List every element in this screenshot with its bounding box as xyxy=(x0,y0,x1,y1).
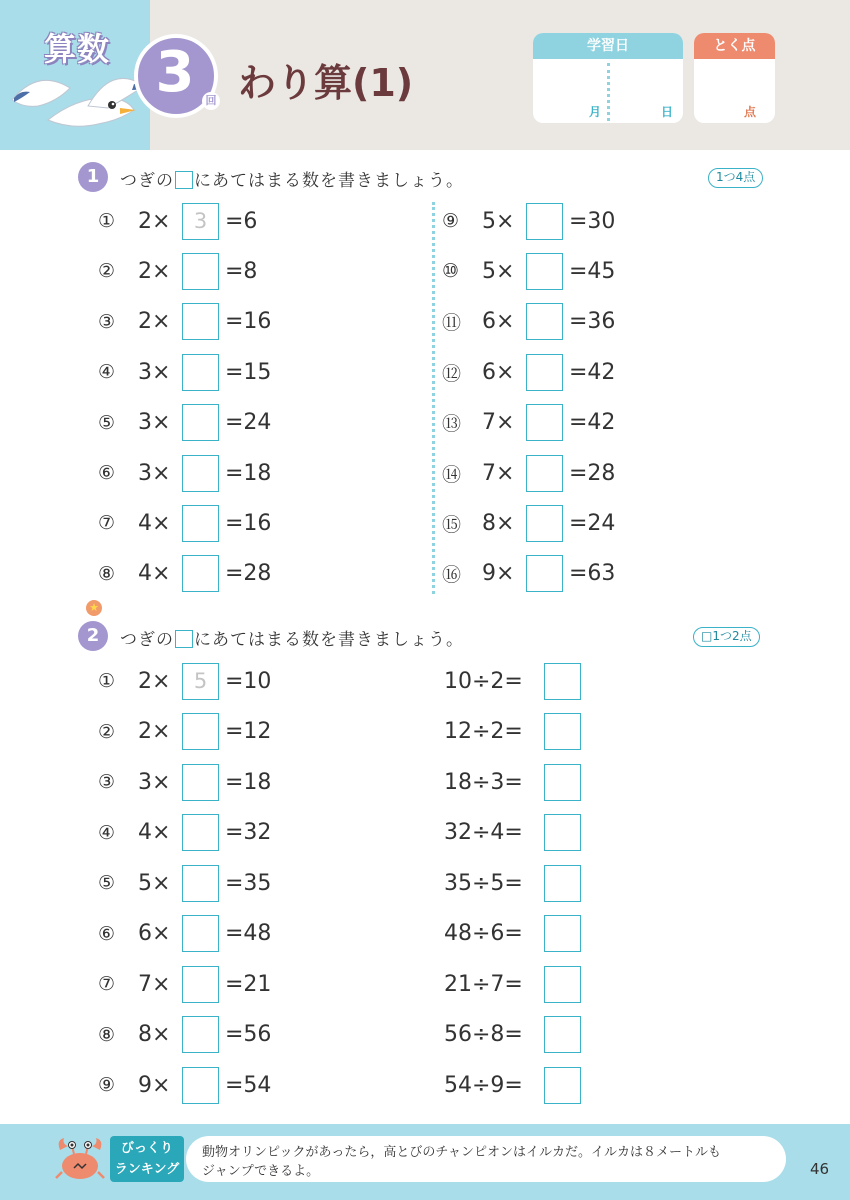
answer-box[interactable] xyxy=(182,505,219,542)
answer-box[interactable] xyxy=(182,1016,219,1053)
star-icon: ★ xyxy=(86,600,102,616)
answer-box[interactable]: 3 xyxy=(182,203,219,240)
problem-number: ⑤ xyxy=(98,411,116,434)
problem-number: ② xyxy=(98,720,116,743)
problem-row xyxy=(98,662,271,700)
division-row xyxy=(444,814,581,852)
division-row xyxy=(444,662,581,700)
answer-box[interactable] xyxy=(544,966,581,1003)
problem-row xyxy=(98,965,271,1003)
trivia-text xyxy=(186,1136,786,1182)
subject-badge-area xyxy=(0,0,150,150)
answer-box[interactable] xyxy=(526,354,563,391)
score-label: とく点 xyxy=(694,33,775,59)
problem-number: ⑨ xyxy=(442,210,460,232)
answer-box[interactable]: 5 xyxy=(182,663,219,700)
problem-rhs: =42 xyxy=(569,359,616,385)
problem-rhs: =10 xyxy=(225,668,272,694)
problem-row xyxy=(98,814,271,852)
problem-rhs: =42 xyxy=(569,410,616,436)
division-expression: 32÷4= xyxy=(444,820,523,845)
crab-icon xyxy=(54,1132,106,1186)
problem-number: ① xyxy=(98,210,116,232)
problem-lhs: 2× xyxy=(138,668,171,694)
points-unit-label: 点 xyxy=(744,105,757,119)
problem-rhs: =18 xyxy=(225,769,272,795)
problem-number: ⑯ xyxy=(442,564,462,587)
problem-row xyxy=(442,353,615,391)
problem-rhs: =56 xyxy=(225,1022,272,1047)
problem-lhs: 7× xyxy=(482,460,515,486)
column-divider xyxy=(432,202,435,594)
division-expression: 48÷6= xyxy=(444,921,523,946)
problem-lhs: 3× xyxy=(138,410,171,436)
problem-lhs: 7× xyxy=(482,410,515,436)
problem-lhs: 5× xyxy=(482,208,515,234)
division-expression: 12÷2= xyxy=(444,719,523,744)
page-title: わり算(1) xyxy=(238,61,414,105)
problem-row xyxy=(98,713,271,751)
answer-box[interactable] xyxy=(544,865,581,902)
division-expression: 10÷2= xyxy=(444,668,523,694)
problem-row xyxy=(442,252,615,290)
problem-number: ④ xyxy=(98,821,116,844)
answer-box[interactable] xyxy=(182,915,219,952)
problem-rhs: =18 xyxy=(225,460,272,486)
instruction-after: にあてはまる数を書きましょう。 xyxy=(194,630,464,650)
problem-row xyxy=(98,504,271,542)
problem-number: ③ xyxy=(98,310,116,333)
problem-lhs: 7× xyxy=(138,971,171,997)
division-row xyxy=(444,965,581,1003)
instruction-before: つぎの xyxy=(120,171,174,191)
problem-number: ⑧ xyxy=(98,562,116,585)
seagull-icon xyxy=(8,62,148,142)
problem-lhs: 9× xyxy=(138,1072,171,1098)
problem-lhs: 4× xyxy=(138,820,171,845)
answer-box[interactable] xyxy=(526,253,563,290)
problem-rhs: =63 xyxy=(569,561,616,587)
division-expression: 54÷9= xyxy=(444,1072,523,1098)
problem-number: ② xyxy=(98,260,116,283)
problem-row xyxy=(98,303,271,341)
problem-rhs: =35 xyxy=(225,870,272,896)
problem-number: ⑦ xyxy=(98,512,116,535)
box-icon xyxy=(175,630,193,648)
problem-row xyxy=(98,454,271,492)
answer-box[interactable] xyxy=(182,966,219,1003)
division-row xyxy=(444,713,581,751)
date-divider xyxy=(607,63,610,121)
problem-lhs: 2× xyxy=(138,258,171,284)
problem-rhs: =48 xyxy=(225,921,272,946)
problem-rhs: =8 xyxy=(225,258,258,284)
problem-rhs: =32 xyxy=(225,820,272,845)
problem-rhs: =54 xyxy=(225,1072,272,1098)
problem-rhs: =28 xyxy=(569,460,616,486)
problem-row xyxy=(442,303,615,341)
problem-lhs: 6× xyxy=(138,921,171,946)
answer-box[interactable] xyxy=(182,814,219,851)
division-row xyxy=(444,763,581,801)
problem-lhs: 6× xyxy=(482,359,515,385)
answer-box[interactable] xyxy=(526,455,563,492)
section-1-heading xyxy=(78,162,778,192)
problem-number: ⑫ xyxy=(442,362,462,385)
problem-number: ⑧ xyxy=(98,1023,116,1046)
section-2-instruction xyxy=(120,625,464,650)
page-header xyxy=(0,0,850,150)
answer-box[interactable] xyxy=(544,1016,581,1053)
division-row xyxy=(444,1016,581,1054)
answer-box[interactable] xyxy=(182,764,219,801)
problem-row xyxy=(98,864,271,902)
answer-box[interactable] xyxy=(544,814,581,851)
problem-number: ⑬ xyxy=(442,413,462,436)
problem-number: ④ xyxy=(98,361,116,384)
problem-number: ③ xyxy=(98,771,116,793)
trivia-label-line2: ランキング xyxy=(114,1162,180,1177)
problem-row xyxy=(98,915,271,953)
problem-row xyxy=(442,555,615,593)
problem-row xyxy=(98,1066,271,1104)
answer-box[interactable] xyxy=(544,663,581,700)
division-row xyxy=(444,864,581,902)
division-expression: 21÷7= xyxy=(444,971,523,997)
study-date-label: 学習日 xyxy=(533,33,683,59)
problem-rhs: =16 xyxy=(225,309,272,335)
box-icon xyxy=(175,171,193,189)
trivia-line1: 動物オリンピックがあったら，高とびのチャンピオンはイルカだ。イルカは８メートルも xyxy=(202,1145,721,1160)
answer-box[interactable] xyxy=(526,303,563,340)
problem-rhs: =28 xyxy=(225,561,272,587)
problem-rhs: =45 xyxy=(569,258,616,284)
trivia-line2: ジャンプできるよ。 xyxy=(202,1164,320,1179)
problem-row xyxy=(98,404,271,442)
problem-row xyxy=(442,404,615,442)
section-2-number: 2 xyxy=(78,621,108,651)
problem-number: ⑭ xyxy=(442,463,462,486)
answer-box[interactable] xyxy=(544,1067,581,1104)
section-1-points: 1つ4点 xyxy=(708,168,763,188)
problem-lhs: 4× xyxy=(138,510,171,536)
problem-rhs: =21 xyxy=(225,971,272,997)
problem-rhs: =36 xyxy=(569,309,616,335)
problem-rhs: =16 xyxy=(225,510,272,536)
answer-box[interactable] xyxy=(182,404,219,441)
instruction-before: つぎの xyxy=(120,630,174,650)
problem-row xyxy=(442,202,615,240)
lesson-kai-label: 回 xyxy=(202,92,220,110)
problem-lhs: 2× xyxy=(138,309,171,335)
trivia-label-line1: びっくり xyxy=(120,1141,173,1156)
problem-lhs: 3× xyxy=(138,460,171,486)
problem-row xyxy=(98,555,271,593)
problem-rhs: =12 xyxy=(225,719,272,744)
section-2-points: □1つ2点 xyxy=(693,627,760,647)
division-row xyxy=(444,915,581,953)
lesson-number-badge xyxy=(134,34,218,118)
problem-lhs: 8× xyxy=(482,510,515,536)
problem-row xyxy=(442,504,615,542)
study-date-box[interactable] xyxy=(533,33,683,123)
problem-row xyxy=(98,252,257,290)
page-number: 46 xyxy=(810,1160,830,1178)
problem-row xyxy=(98,1016,271,1054)
answer-box[interactable] xyxy=(526,203,563,240)
section-1-instruction xyxy=(120,166,464,191)
trivia-label xyxy=(110,1136,184,1182)
answer-box[interactable] xyxy=(182,713,219,750)
problem-number: ⑨ xyxy=(98,1074,116,1096)
problem-number: ⑦ xyxy=(98,973,116,995)
answer-box[interactable] xyxy=(544,713,581,750)
problem-lhs: 4× xyxy=(138,561,171,587)
answer-box[interactable] xyxy=(182,555,219,592)
problem-row xyxy=(98,202,257,240)
problem-rhs: =30 xyxy=(569,208,616,234)
division-row xyxy=(444,1066,581,1104)
problem-number: ⑥ xyxy=(98,462,116,484)
problem-lhs: 3× xyxy=(138,769,171,795)
problem-rhs: =24 xyxy=(569,510,616,536)
subject-label: 算数 xyxy=(44,30,111,68)
answer-box[interactable] xyxy=(544,915,581,952)
problem-lhs: 5× xyxy=(482,258,515,284)
answer-box[interactable] xyxy=(182,253,219,290)
division-expression: 35÷5= xyxy=(444,870,523,896)
answer-box[interactable] xyxy=(526,505,563,542)
answer-box[interactable] xyxy=(182,865,219,902)
problem-row xyxy=(442,454,615,492)
answer-box[interactable] xyxy=(544,764,581,801)
problem-lhs: 9× xyxy=(482,561,515,587)
answer-box[interactable] xyxy=(182,303,219,340)
answer-box[interactable] xyxy=(182,354,219,391)
division-expression: 18÷3= xyxy=(444,769,523,795)
answer-box[interactable] xyxy=(526,404,563,441)
problem-number: ① xyxy=(98,670,116,692)
trivia-footer xyxy=(0,1124,850,1200)
problem-number: ⑮ xyxy=(442,513,462,536)
answer-box[interactable] xyxy=(182,1067,219,1104)
problem-number: ⑥ xyxy=(98,922,116,945)
score-box[interactable] xyxy=(694,33,775,123)
division-expression: 56÷8= xyxy=(444,1022,523,1047)
problem-number: ⑤ xyxy=(98,872,116,894)
lesson-number: 3 xyxy=(155,40,195,105)
problem-rhs: =24 xyxy=(225,410,272,436)
instruction-after: にあてはまる数を書きましょう。 xyxy=(194,171,464,191)
answer-box[interactable] xyxy=(526,555,563,592)
problem-lhs: 3× xyxy=(138,359,171,385)
problem-row xyxy=(98,353,271,391)
problem-lhs: 6× xyxy=(482,309,515,335)
problem-lhs: 8× xyxy=(138,1022,171,1047)
problem-lhs: 2× xyxy=(138,719,171,744)
problem-rhs: =15 xyxy=(225,359,272,385)
day-label: 日 xyxy=(661,105,674,119)
problem-number: ⑪ xyxy=(442,312,462,335)
problem-number: ⑩ xyxy=(442,260,460,283)
answer-box[interactable] xyxy=(182,455,219,492)
section-1-number: 1 xyxy=(78,162,108,192)
section-2-heading xyxy=(78,621,778,651)
problem-lhs: 2× xyxy=(138,208,171,234)
problem-row xyxy=(98,763,271,801)
month-label: 月 xyxy=(589,105,602,119)
problem-rhs: =6 xyxy=(225,208,258,234)
problem-lhs: 5× xyxy=(138,870,171,896)
